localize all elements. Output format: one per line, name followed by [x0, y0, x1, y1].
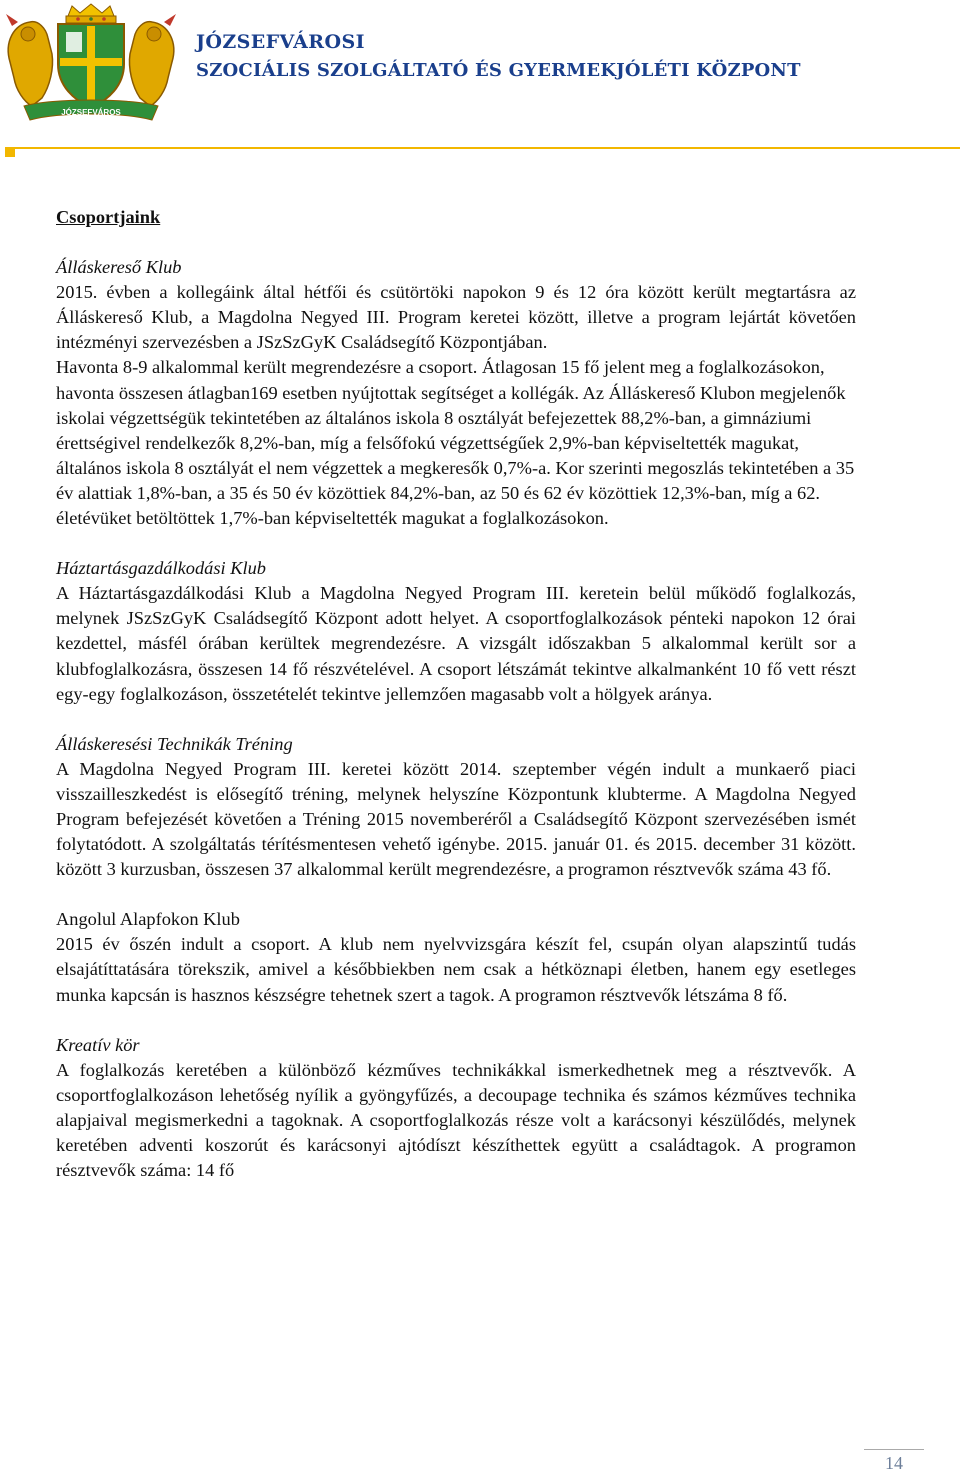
section-title: Álláskeresési Technikák Tréning	[56, 733, 293, 754]
section-title: Álláskereső Klub	[56, 257, 182, 278]
section-paragraph: A Magdolna Negyed Program III. keretei között 2014. szeptember végén indult a munkaerő piaci visszailleszkedést is elősegítő tréning, melynek helyszíne Központunk klubterme. A Magdolna Negyed Program befejezését követően a Tréning 2015 novemberéről a Családsegítő Központ szervezésében ismét folytatódott. A szolgáltatás térítésmentesen vehető igénybe. 2015. január 01. és 2015. december 31 között. között 3 kurzusban, összesen 37 alkalommal került megrendezésre, a programon résztvevők száma 43 fő.	[56, 758, 856, 880]
section-paragraph: A Háztartásgazdálkodási Klub a Magdolna Negyed Program III. keretein belül működő foglalkozás, melynek JSzSzGyK Családsegítő Központ adott helyet. A csoportfoglalkozások pénteki napokon 12 órai kezdettel, másfél órában kerültek megrendezésre. A vizsgált időszakban 5 alkalommal került sor a klubfoglalkozásra, összesen 14 fő részvételével. A csoport létszámát tekintve alkalmanként 10 fő vett részt egy-egy foglalkozáson, összetételét tekintve jellemzően magasabb volt a hölgyek aránya.	[56, 583, 856, 704]
coat-of-arms-logo	[2, 2, 180, 128]
section-kreativ-kor	[56, 1033, 856, 1184]
page-number: 14	[885, 1453, 903, 1473]
logo-ribbon-text: JÓZSEFVÁROS	[61, 108, 121, 117]
header-divider-line	[15, 147, 960, 149]
org-name-line2: SZOCIÁLIS SZOLGÁLTATÓ ÉS GYERMEKJÓLÉTI KÖZPONT	[196, 60, 801, 81]
header-accent-square	[5, 147, 15, 157]
section-paragraph: 2015. évben a kollegáink által hétfői és csütörtöki napokon 9 és 12 óra között került megtartásra az Álláskereső Klub, a Magdolna Negyed III. Program keretei között, illetve a program lejártát követően intézményi szervezésben a JSzSzGyK Családsegítő Központjában.	[56, 282, 856, 353]
section-paragraph: 2015 év őszén indult a csoport. A klub nem nyelvvizsgára készít fel, csupán olyan alapszintű tudás elsajátíttatására törekszik, amivel a későbbiekben nem csak a hétköznapi életben, hanem egy esetleges munka kapcsán is hasznos készségre tehetnek szert a tagok. A programon résztvevők létszáma 8 fő.	[56, 934, 856, 1005]
page-header	[0, 0, 960, 130]
section-title: Háztartásgazdálkodási Klub	[56, 558, 266, 579]
section-angolul-alapfokon-klub	[56, 907, 856, 1007]
section-paragraph: A foglalkozás keretében a különböző kézműves technikákkal ismerkedhetnek meg a résztvevők. A csoportfoglalkozáson lehetőség nyílik a gyöngyfűzés, a decoupage technika és számos kézműves technika alapjaival megismerkedni a tagoknak. A csoportfoglalkozás része volt a karácsonyi készülődés, melynek keretében adventi koszorút és karácsonyi ajtódíszt készíthettek együtt a családtagok. A programon résztvevők száma: 14 fő	[56, 1059, 856, 1181]
section-allaskereso-klub	[56, 255, 856, 531]
section-title: Angolul Alapfokon Klub	[56, 909, 240, 930]
document-body	[56, 205, 856, 1208]
page-title: Csoportjaink	[56, 207, 161, 227]
footer-divider	[864, 1449, 924, 1450]
section-allaskeresesi-technikak-trening	[56, 732, 856, 883]
section-haztartasgazdalkodasi-klub	[56, 556, 856, 707]
section-paragraph: Havonta 8-9 alkalommal került megrendezésre a csoport. Átlagosan 15 fő jelent meg a foglalkozásokon, havonta összesen átlagban169 esetben nyújtottak segítséget a kollégák. Az Álláskereső Klubon megjelenők iskolai végzettségük tekintetében az általános iskola 8 osztályát befejezettek 88,2%-ban, a gimnáziumi érettségivel rendelkezők 8,2%-ban, míg a felsőfokú végzettségűek 2,9%-ban képviseltették magukat, általános iskola 8 osztályát el nem végzettek a megkeresők 0,7%-a. Kor szerinti megoszlás tekintetében a 35 év alattiak 1,8%-ban, a 35 és 50 év közöttiek 84,2%-ban, az 50 és 62 év közöttiek 12,3%-ban, míg a 62. életévüket betöltöttek 1,7%-ban képviseltették magukat a foglalkozásokon.	[56, 357, 855, 529]
org-name-line1: JÓZSEFVÁROSI	[196, 31, 365, 53]
section-title: Kreatív kör	[56, 1034, 140, 1055]
